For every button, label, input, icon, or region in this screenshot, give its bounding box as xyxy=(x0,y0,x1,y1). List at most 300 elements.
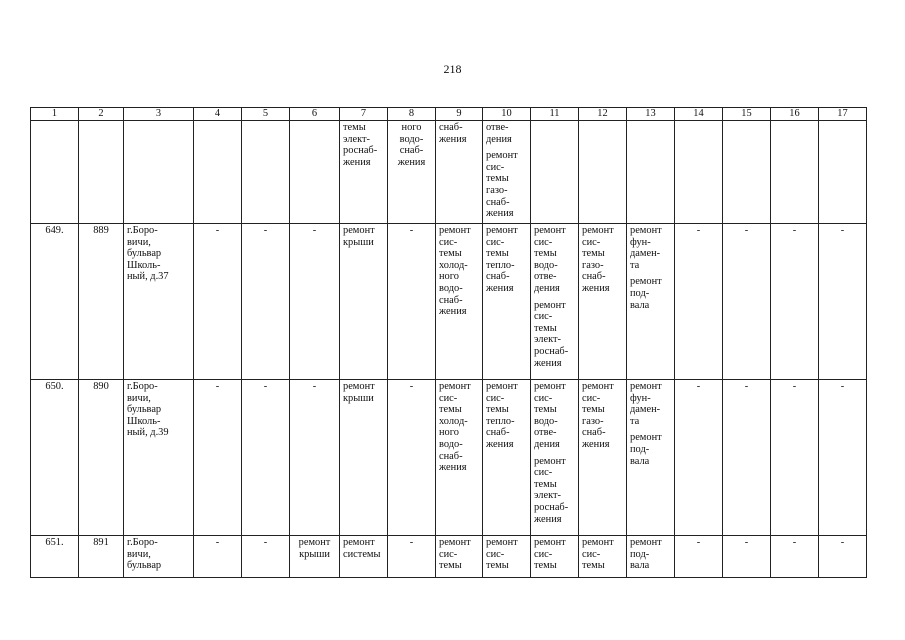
cell-text-line: газо- xyxy=(582,259,604,271)
header-cell: 6 xyxy=(290,108,340,121)
cell-text-line: дения xyxy=(486,133,512,145)
cell-text-block xyxy=(127,381,190,439)
table-cell xyxy=(579,380,627,536)
header-cell: 12 xyxy=(579,108,627,121)
table-cell xyxy=(627,536,675,578)
cell-text-block xyxy=(822,381,863,393)
cell-text-line: 650. xyxy=(45,381,64,392)
table-cell xyxy=(771,224,819,380)
cell-text-block xyxy=(82,225,120,237)
cell-text-line: жения xyxy=(486,438,514,450)
table-row xyxy=(31,380,867,536)
cell-text-block xyxy=(245,537,286,549)
cell-text-block xyxy=(293,225,336,237)
cell-text-line: роснаб- xyxy=(534,501,569,513)
cell-text-line: сис- xyxy=(486,548,505,560)
header-cell: 10 xyxy=(483,108,531,121)
cell-text-line: под- xyxy=(630,287,650,299)
cell-text-block xyxy=(486,122,527,145)
cell-text-line: сис- xyxy=(439,236,458,248)
table-cell xyxy=(675,536,723,578)
table-cell xyxy=(124,536,194,578)
cell-text-line: снаб- xyxy=(582,427,606,439)
cell-text-line: - xyxy=(696,381,701,392)
cell-text-line: холод- xyxy=(439,259,468,271)
table-cell xyxy=(388,536,436,578)
cell-text-line: жения xyxy=(486,282,514,294)
cell-text-block xyxy=(534,225,575,295)
table-cell xyxy=(723,224,771,380)
cell-text-line: темы xyxy=(582,560,605,572)
cell-text-line: темы xyxy=(343,122,366,133)
cell-text-line: - xyxy=(744,381,749,392)
cell-text-line: темы xyxy=(534,248,557,260)
cell-text-line: бульвар xyxy=(127,248,162,260)
table-cell xyxy=(531,224,579,380)
cell-text-block xyxy=(439,381,479,474)
cell-text-line: водо- xyxy=(399,133,424,145)
cell-text-line: ремонт xyxy=(582,537,614,548)
cell-text-block xyxy=(774,381,815,393)
cell-text-line: ремонт xyxy=(582,225,614,236)
table-cell xyxy=(242,121,290,224)
cell-text-block xyxy=(822,537,863,549)
cell-text-line: роснаб- xyxy=(343,145,378,157)
cell-text-block xyxy=(439,537,479,572)
cell-text-block xyxy=(439,122,479,145)
header-cell: 9 xyxy=(436,108,483,121)
cell-text-line: дамен- xyxy=(630,404,661,416)
cell-text-line: ремонт xyxy=(630,537,662,548)
cell-text-block xyxy=(582,381,623,451)
cell-text-line: вичи, xyxy=(127,236,151,248)
cell-text-line: газо- xyxy=(582,415,604,427)
cell-text-line: ный, д.37 xyxy=(127,271,169,283)
cell-text-line: жения xyxy=(397,156,426,168)
table-cell xyxy=(436,224,483,380)
cell-text-line: ремонт xyxy=(298,537,331,548)
cell-text-line: ремонт xyxy=(582,381,614,392)
cell-text-block xyxy=(534,537,575,572)
table-cell xyxy=(194,224,242,380)
cell-text-block xyxy=(34,225,75,237)
cell-text-line: темы xyxy=(439,560,462,572)
table-cell xyxy=(340,224,388,380)
table-cell xyxy=(771,536,819,578)
cell-text-line: сис- xyxy=(534,467,553,479)
cell-text-line: та xyxy=(630,259,640,271)
table-cell xyxy=(483,536,531,578)
cell-text-line: элект- xyxy=(343,133,370,145)
table-cell xyxy=(242,224,290,380)
cell-text-block xyxy=(630,276,671,311)
cell-text-line: г.Боро- xyxy=(127,225,158,236)
cell-text-block xyxy=(127,225,190,283)
cell-text-line: Школь- xyxy=(127,259,161,271)
header-cell: 15 xyxy=(723,108,771,121)
cell-text-line: - xyxy=(312,381,317,392)
cell-text-line: дения xyxy=(534,282,560,294)
cell-text-line: темы xyxy=(534,478,557,490)
table-cell xyxy=(819,536,867,578)
cell-text-line: ремонт xyxy=(439,381,471,392)
cell-text-line: элект- xyxy=(534,334,561,346)
cell-text-block xyxy=(82,537,120,549)
cell-text-line: темы xyxy=(486,173,509,185)
cell-text-line: темы xyxy=(486,560,509,572)
cell-text-line: ного xyxy=(401,122,422,133)
cell-text-line: сис- xyxy=(486,236,505,248)
cell-text-line: - xyxy=(792,537,797,548)
cell-text-line: ного xyxy=(439,427,459,439)
cell-text-block xyxy=(245,225,286,237)
cell-text-line: роснаб- xyxy=(534,345,569,357)
header-cell: 2 xyxy=(79,108,124,121)
cell-text-line: 890 xyxy=(93,381,109,392)
cell-text-line: сис- xyxy=(439,392,458,404)
cell-text-line: темы xyxy=(439,248,462,260)
cell-text-line: тепло- xyxy=(486,415,515,427)
cell-text-block xyxy=(343,122,384,168)
cell-text-line: 649. xyxy=(45,225,64,236)
header-cell: 16 xyxy=(771,108,819,121)
header-cell: 5 xyxy=(242,108,290,121)
cell-text-line: снаб- xyxy=(582,271,606,283)
table-cell xyxy=(340,536,388,578)
table-cell xyxy=(31,121,79,224)
cell-text-line: жения xyxy=(439,133,467,145)
cell-text-line: снаб- xyxy=(439,450,463,462)
cell-text-line: крыши xyxy=(299,548,330,560)
cell-text-line: ного xyxy=(439,271,459,283)
cell-text-line: сис- xyxy=(534,311,553,323)
cell-text-block xyxy=(127,537,190,572)
cell-text-block xyxy=(391,225,432,237)
cell-text-block xyxy=(34,381,75,393)
table-cell xyxy=(194,536,242,578)
cell-text-line: - xyxy=(792,381,797,392)
cell-text-line: фун- xyxy=(630,236,651,248)
cell-text-block xyxy=(726,225,767,237)
table-cell xyxy=(819,224,867,380)
cell-text-line: ремонт xyxy=(343,537,375,548)
table-cell xyxy=(627,121,675,224)
cell-text-block xyxy=(197,537,238,549)
cell-text-line: бульвар xyxy=(127,404,162,416)
cell-text-line: ремонт xyxy=(630,276,662,288)
cell-text-line: темы xyxy=(534,404,557,416)
table-row xyxy=(31,121,867,224)
cell-text-block xyxy=(197,381,238,393)
table-cell xyxy=(771,121,819,224)
table-cell xyxy=(819,380,867,536)
cell-text-block xyxy=(197,225,238,237)
cell-text-block xyxy=(391,381,432,393)
cell-text-line: дения xyxy=(534,438,560,450)
cell-text-line: жения xyxy=(439,306,467,318)
table-cell xyxy=(723,380,771,536)
cell-text-line: та xyxy=(630,415,640,427)
cell-text-line: жения xyxy=(582,438,610,450)
cell-text-line: сис- xyxy=(486,161,505,173)
cell-text-line: ремонт xyxy=(534,225,566,236)
cell-text-block xyxy=(486,537,527,572)
cell-text-line: ремонт xyxy=(534,537,566,548)
cell-text-line: ремонт xyxy=(630,381,662,392)
cell-text-line: фун- xyxy=(630,392,651,404)
cell-text-line: сис- xyxy=(534,548,553,560)
header-cell: 11 xyxy=(531,108,579,121)
cell-text-line: темы xyxy=(582,248,605,260)
cell-text-line: ремонт xyxy=(486,150,518,162)
cell-text-line: темы xyxy=(534,560,557,572)
cell-text-block xyxy=(391,122,432,168)
cell-text-line: снаб- xyxy=(486,271,510,283)
cell-text-block xyxy=(343,537,384,560)
table-cell xyxy=(388,224,436,380)
table-cell xyxy=(194,121,242,224)
header-cell: 7 xyxy=(340,108,388,121)
table-cell xyxy=(79,121,124,224)
cell-text-line: сис- xyxy=(582,236,601,248)
cell-text-line: - xyxy=(744,537,749,548)
cell-text-line: - xyxy=(840,225,845,236)
cell-text-block xyxy=(582,537,623,572)
cell-text-line: снаб- xyxy=(486,427,510,439)
header-cell: 3 xyxy=(124,108,194,121)
cell-text-line: крыши xyxy=(343,392,374,404)
cell-text-block xyxy=(582,225,623,295)
table-cell xyxy=(290,536,340,578)
cell-text-line: жения xyxy=(343,156,371,168)
cell-text-line: темы xyxy=(534,322,557,334)
cell-text-line: - xyxy=(744,225,749,236)
cell-text-line: - xyxy=(409,537,414,548)
table-cell xyxy=(436,121,483,224)
cell-text-line: темы xyxy=(582,404,605,416)
cell-text-line: бульвар xyxy=(127,560,162,572)
cell-text-line: дамен- xyxy=(630,248,661,260)
cell-text-line: ремонт xyxy=(343,225,375,236)
cell-text-line: темы xyxy=(439,404,462,416)
table-cell xyxy=(436,380,483,536)
table-cell xyxy=(79,224,124,380)
cell-text-line: - xyxy=(215,225,220,236)
table-cell xyxy=(483,121,531,224)
cell-text-line: вичи, xyxy=(127,548,151,560)
cell-text-line: вала xyxy=(630,560,650,572)
cell-text-line: - xyxy=(312,225,317,236)
cell-text-line: системы xyxy=(343,548,381,560)
cell-text-line: водо- xyxy=(439,438,463,450)
table-cell xyxy=(483,380,531,536)
cell-text-line: - xyxy=(840,381,845,392)
cell-text-line: - xyxy=(696,225,701,236)
cell-text-block xyxy=(822,225,863,237)
table-cell xyxy=(579,224,627,380)
table-cell xyxy=(31,380,79,536)
cell-text-block xyxy=(678,225,719,237)
cell-text-line: ремонт xyxy=(343,381,375,392)
table-row xyxy=(31,224,867,380)
cell-text-line: Школь- xyxy=(127,415,161,427)
table-cell xyxy=(340,380,388,536)
cell-text-line: ремонт xyxy=(630,225,662,236)
table-cell xyxy=(79,536,124,578)
cell-text-line: - xyxy=(792,225,797,236)
cell-text-block xyxy=(534,456,575,526)
cell-text-line: элект- xyxy=(534,490,561,502)
table-cell xyxy=(388,380,436,536)
cell-text-line: газо- xyxy=(486,184,508,196)
table-cell xyxy=(242,380,290,536)
table-cell xyxy=(340,121,388,224)
table-cell xyxy=(31,224,79,380)
cell-text-block xyxy=(82,381,120,393)
table-cell xyxy=(483,224,531,380)
cell-text-block xyxy=(486,225,527,295)
table-cell xyxy=(531,536,579,578)
cell-text-line: ремонт xyxy=(486,537,518,548)
table-cell xyxy=(675,224,723,380)
cell-text-line: 651. xyxy=(45,537,64,548)
cell-text-line: отве- xyxy=(486,122,509,133)
cell-text-line: отве- xyxy=(534,271,557,283)
cell-text-line: ремонт xyxy=(534,381,566,392)
table-cell xyxy=(819,121,867,224)
cell-text-line: ремонт xyxy=(630,432,662,444)
cell-text-block xyxy=(774,225,815,237)
cell-text-line: водо- xyxy=(534,415,558,427)
cell-text-line: жения xyxy=(534,357,562,369)
cell-text-block xyxy=(486,381,527,451)
cell-text-line: крыши xyxy=(343,236,374,248)
cell-text-block xyxy=(391,537,432,549)
cell-text-line: вала xyxy=(630,455,650,467)
cell-text-block xyxy=(439,225,479,318)
table-cell xyxy=(242,536,290,578)
table-cell xyxy=(436,536,483,578)
cell-text-line: жения xyxy=(582,282,610,294)
cell-text-line: сис- xyxy=(582,548,601,560)
cell-text-block xyxy=(630,381,671,427)
table-cell xyxy=(531,380,579,536)
table-cell xyxy=(388,121,436,224)
cell-text-line: вала xyxy=(630,299,650,311)
cell-text-block xyxy=(726,381,767,393)
cell-text-block xyxy=(534,300,575,370)
cell-text-line: тепло- xyxy=(486,259,515,271)
cell-text-line: отве- xyxy=(534,427,557,439)
cell-text-line: водо- xyxy=(534,259,558,271)
header-cell: 1 xyxy=(31,108,79,121)
cell-text-block xyxy=(678,381,719,393)
table-cell xyxy=(194,380,242,536)
cell-text-line: темы xyxy=(486,248,509,260)
cell-text-line: вичи, xyxy=(127,392,151,404)
cell-text-line: жения xyxy=(534,513,562,525)
cell-text-block xyxy=(245,381,286,393)
cell-text-block xyxy=(486,150,527,220)
cell-text-line: г.Боро- xyxy=(127,537,158,548)
cell-text-line: ремонт xyxy=(439,537,471,548)
cell-text-block xyxy=(534,381,575,451)
table-cell xyxy=(579,121,627,224)
cell-text-line: - xyxy=(215,537,220,548)
cell-text-line: ремонт xyxy=(486,225,518,236)
cell-text-line: снаб- xyxy=(439,122,463,133)
table-cell xyxy=(531,121,579,224)
cell-text-line: холод- xyxy=(439,415,468,427)
table-cell xyxy=(723,536,771,578)
cell-text-line: ный, д.39 xyxy=(127,427,169,439)
header-cell: 4 xyxy=(194,108,242,121)
repair-program-table xyxy=(30,107,867,578)
table-row xyxy=(31,536,867,578)
cell-text-block xyxy=(630,225,671,271)
cell-text-line: сис- xyxy=(486,392,505,404)
header-cell: 13 xyxy=(627,108,675,121)
cell-text-block xyxy=(293,537,336,560)
cell-text-line: снаб- xyxy=(399,145,424,157)
cell-text-line: снаб- xyxy=(439,294,463,306)
header-cell: 8 xyxy=(388,108,436,121)
cell-text-block xyxy=(293,381,336,393)
cell-text-block xyxy=(343,381,384,404)
cell-text-line: ремонт xyxy=(486,381,518,392)
cell-text-block xyxy=(726,537,767,549)
cell-text-line: - xyxy=(409,225,414,236)
cell-text-line: ремонт xyxy=(439,225,471,236)
cell-text-line: - xyxy=(263,225,268,236)
cell-text-line: темы xyxy=(486,404,509,416)
table-cell xyxy=(579,536,627,578)
table-cell xyxy=(124,380,194,536)
cell-text-line: - xyxy=(409,381,414,392)
cell-text-line: - xyxy=(215,381,220,392)
cell-text-line: сис- xyxy=(534,236,553,248)
header-cell: 17 xyxy=(819,108,867,121)
cell-text-block xyxy=(774,537,815,549)
cell-text-line: сис- xyxy=(534,392,553,404)
table-cell xyxy=(675,380,723,536)
cell-text-line: 891 xyxy=(93,537,109,548)
table-cell xyxy=(290,224,340,380)
cell-text-line: 889 xyxy=(93,225,109,236)
header-row xyxy=(31,108,867,121)
cell-text-block xyxy=(678,537,719,549)
table-cell xyxy=(124,121,194,224)
table-cell xyxy=(290,380,340,536)
cell-text-line: сис- xyxy=(582,392,601,404)
table-cell xyxy=(771,380,819,536)
header-cell: 14 xyxy=(675,108,723,121)
cell-text-line: ремонт xyxy=(534,455,566,467)
table-cell xyxy=(627,380,675,536)
cell-text-line: - xyxy=(263,537,268,548)
table-cell xyxy=(723,121,771,224)
page-number: 218 xyxy=(443,62,462,76)
cell-text-line: водо- xyxy=(439,282,463,294)
cell-text-line: сис- xyxy=(439,548,458,560)
table-cell xyxy=(31,536,79,578)
cell-text-line: г.Боро- xyxy=(127,381,158,392)
table-cell xyxy=(627,224,675,380)
table-cell xyxy=(124,224,194,380)
cell-text-block xyxy=(343,225,384,248)
cell-text-line: под- xyxy=(630,548,650,560)
cell-text-line: - xyxy=(840,537,845,548)
